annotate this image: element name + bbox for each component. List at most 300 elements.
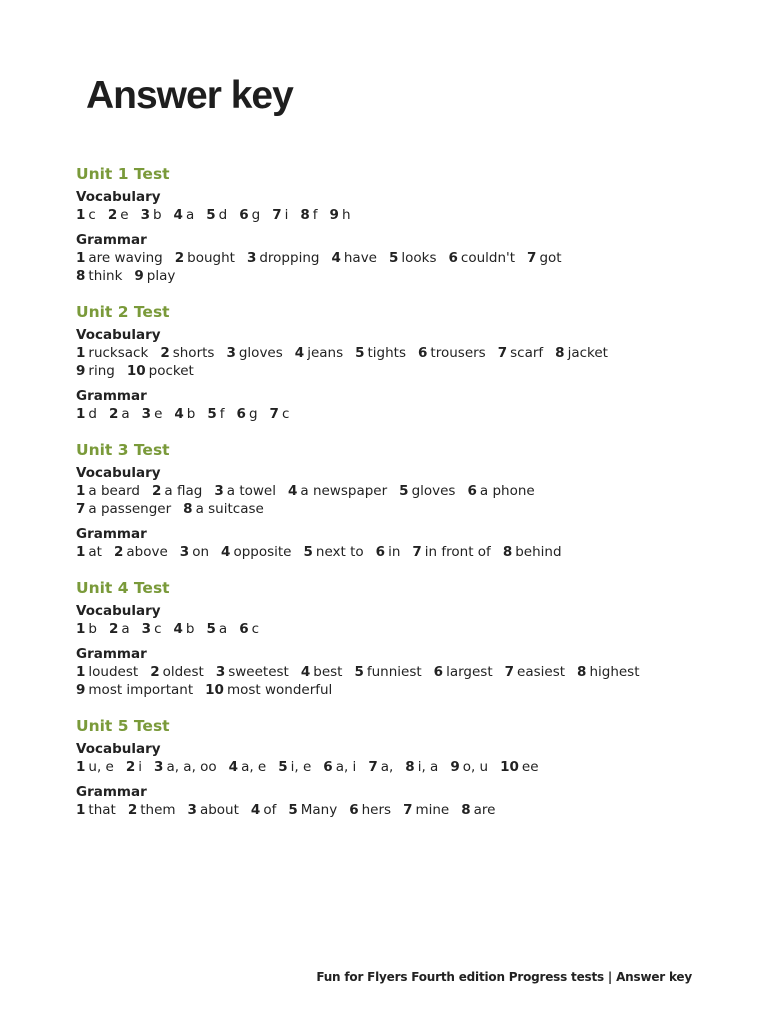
answer-item [295,345,343,361]
answer-text: e [154,406,163,422]
answer-number: 1 [76,664,86,680]
answer-item [239,621,259,637]
answer-block [76,387,736,423]
answer-number: 3 [215,664,226,680]
answer-item [368,759,393,775]
answer-text: c [154,621,162,637]
answer-number: 4 [228,759,239,775]
answer-number: 4 [250,802,261,818]
answer-text: opposite [233,544,292,560]
answer-block [76,464,736,518]
answer-text: gloves [411,483,456,499]
answer-item [76,664,138,680]
answer-item [134,268,175,284]
answer-number: 3 [154,759,164,775]
answer-number: 8 [577,664,587,680]
answer-number: 5 [399,483,409,499]
answer-text: funniest [366,664,422,680]
unit-title: Unit 4 Test [76,579,170,597]
answer-text: b [185,621,195,637]
answer-number: 3 [140,207,150,223]
answer-item [221,544,291,560]
answer-number: 2 [125,759,136,775]
answer-item [461,802,495,818]
answer-item [278,759,311,775]
answer-line [76,206,736,224]
answer-item [229,759,267,775]
answer-item [76,363,115,379]
answer-text: play [146,268,176,284]
answer-number: 2 [108,406,119,422]
answer-text: a [121,406,130,422]
answer-number: 1 [76,250,86,266]
answer-item [434,664,493,680]
answer-block [76,326,736,380]
answer-item [141,207,162,223]
answer-number: 1 [76,759,86,775]
answer-text: have [343,250,377,266]
answer-number: 10 [126,363,146,379]
answer-number: 4 [173,621,183,637]
answer-number: 3 [187,802,197,818]
answer-text: easiest [517,664,566,680]
answer-number: 7 [497,345,508,361]
answer-item [154,759,217,775]
answer-item [503,544,562,560]
answer-text: ee [521,759,539,775]
answer-text: above [126,544,168,560]
answer-number: 10 [205,682,224,698]
answer-block [76,188,736,224]
answer-item [175,250,235,266]
answer-text: i [284,207,289,223]
answer-text: a phone [479,483,535,499]
answer-item [505,664,565,680]
answer-number: 2 [108,621,119,637]
answer-item [174,207,195,223]
answer-number: 5 [206,207,216,223]
answer-text: a, i [335,759,357,775]
answer-item [76,682,193,698]
section-heading: Vocabulary [76,465,161,481]
answer-text: tights [367,345,407,361]
answer-number: 4 [294,345,305,361]
answer-text: c [281,406,290,422]
answer-line [76,543,736,561]
answer-line [76,249,736,267]
answer-text: a beard [88,483,141,499]
answer-item [206,207,227,223]
answer-number: 7 [269,406,279,422]
answer-text: d [88,406,97,422]
section-heading: Grammar [76,388,147,404]
answer-item [303,544,363,560]
answer-text: a [218,621,228,637]
answer-text: oldest [162,664,204,680]
answer-item [128,802,176,818]
answer-item [498,345,543,361]
answer-text: i [138,759,143,775]
answer-item [183,501,264,517]
answer-text: of [263,802,277,818]
answer-block [76,740,736,776]
answer-number: 1 [76,621,86,637]
answer-text: Many [300,802,338,818]
answer-number: 5 [278,759,288,775]
answer-line [76,758,736,776]
answer-text: are [473,802,496,818]
answer-item [109,621,130,637]
answer-block [76,602,736,638]
answer-number: 2 [127,802,138,818]
answer-number: 7 [403,802,413,818]
answer-number: 3 [246,250,257,266]
answer-text: bought [187,250,235,266]
answer-block [76,525,736,561]
answer-number: 5 [206,621,216,637]
answer-item [188,802,239,818]
answer-item [288,802,337,818]
answer-number: 8 [183,501,193,517]
answer-text: a newspaper [300,483,388,499]
unit-section [76,441,736,561]
answer-item [237,406,258,422]
answer-number: 5 [207,406,217,422]
answer-line [76,620,736,638]
answer-text: got [539,250,562,266]
answer-item [449,250,516,266]
answer-text: a [121,621,130,637]
answer-text: u, e [88,759,114,775]
answer-text: pocket [148,363,194,379]
section-heading: Grammar [76,646,147,662]
answer-line [76,267,736,285]
answer-text: a passenger [88,501,172,517]
answer-number: 8 [555,345,565,361]
answer-item [142,406,163,422]
answer-item [174,621,195,637]
answer-text: most important [88,682,194,698]
answer-text: a suitcase [195,501,264,517]
answer-number: 5 [354,664,364,680]
answer-line [76,681,736,699]
answer-text: think [88,268,123,284]
answer-text: a, e [241,759,267,775]
answer-text: looks [401,250,437,266]
unit-title: Unit 2 Test [76,303,170,321]
answer-text: about [199,802,239,818]
answer-number: 5 [355,345,365,361]
answer-text: a, [380,759,394,775]
answer-text: next to [315,544,364,560]
answer-text: behind [515,544,562,560]
answer-number: 8 [405,759,415,775]
answer-number: 6 [236,406,246,422]
section-heading: Grammar [76,232,147,248]
answer-text: d [218,207,228,223]
answer-number: 6 [467,483,477,499]
answer-text: at [88,544,102,560]
answer-text: e [120,207,129,223]
answer-line [76,362,736,380]
answer-item [418,345,486,361]
answer-text: most wonderful [226,682,333,698]
answer-item [251,802,276,818]
answer-number: 9 [76,363,86,379]
answer-block [76,231,736,285]
answer-text: loudest [88,664,139,680]
answer-key-content [76,165,736,837]
answer-text: shorts [172,345,215,361]
answer-text: scarf [510,345,544,361]
answer-text: i, e [290,759,312,775]
answer-number: 5 [303,544,313,560]
answer-number: 10 [500,759,519,775]
answer-text: them [140,802,176,818]
answer-number: 1 [76,345,86,361]
answer-text: mine [415,802,450,818]
answer-item [76,268,122,284]
answer-number: 7 [412,544,422,560]
answer-item [323,759,356,775]
answer-text: g [251,207,261,223]
answer-text: in front of [424,544,491,560]
unit-section [76,717,736,819]
answer-item [331,250,377,266]
answer-number: 6 [433,664,444,680]
section-heading: Grammar [76,526,147,542]
answer-text: b [152,207,162,223]
answer-item [174,406,195,422]
unit-section [76,165,736,285]
answer-item [180,544,209,560]
answer-text: jacket [567,345,608,361]
answer-item [577,664,639,680]
answer-number: 9 [76,682,86,698]
answer-item [76,501,171,517]
answer-text: f [219,406,225,422]
answer-text: b [186,406,196,422]
answer-block [76,783,736,819]
answer-text: a towel [226,483,276,499]
answer-item [76,483,140,499]
answer-text: trousers [430,345,486,361]
answer-line [76,405,736,423]
answer-line [76,663,736,681]
answer-item [405,759,438,775]
answer-item [399,483,455,499]
section-heading: Vocabulary [76,189,161,205]
answer-line [76,801,736,819]
section-heading: Grammar [76,784,147,800]
answer-item [76,802,116,818]
unit-title: Unit 1 Test [76,165,170,183]
answer-item [76,207,96,223]
answer-number: 1 [76,207,86,223]
answer-item [142,621,162,637]
answer-item [108,207,129,223]
answer-number: 1 [76,406,86,422]
answer-text: c [251,621,260,637]
answer-number: 1 [76,483,86,499]
answer-number: 3 [179,544,190,560]
answer-item [76,406,97,422]
unit-title: Unit 3 Test [76,441,170,459]
answer-number: 1 [76,544,86,560]
section-heading: Vocabulary [76,327,161,343]
answer-text: f [312,207,318,223]
answer-number: 3 [141,406,152,422]
answer-number: 5 [288,802,298,818]
answer-number: 8 [76,268,86,284]
answer-number: 3 [214,483,224,499]
answer-item [214,483,276,499]
answer-number: 4 [174,406,184,422]
answer-item [205,682,332,698]
answer-item [403,802,449,818]
answer-item [349,802,391,818]
answer-item [126,759,142,775]
answer-number: 6 [323,759,333,775]
answer-number: 8 [300,207,310,223]
answer-item [76,544,102,560]
answer-line [76,344,736,362]
answer-item [76,759,114,775]
unit-section [76,303,736,423]
answer-item [226,345,282,361]
answer-item [412,544,490,560]
answer-number: 6 [239,621,249,637]
answer-item [109,406,130,422]
answer-text: gloves [238,345,283,361]
answer-number: 7 [527,250,537,266]
answer-text: i, a [417,759,439,775]
answer-item [114,544,168,560]
answer-number: 6 [448,250,458,266]
answer-number: 4 [331,250,341,266]
answer-item [376,544,401,560]
answer-number: 2 [160,345,170,361]
answer-number: 9 [450,759,460,775]
answer-item [354,664,421,680]
answer-item [330,207,351,223]
answer-text: a, a, oo [166,759,217,775]
answer-text: a flag [164,483,203,499]
answer-item [247,250,320,266]
answer-number: 3 [141,621,152,637]
answer-number: 7 [368,759,378,775]
answer-item [555,345,608,361]
answer-item [450,759,488,775]
answer-number: 2 [152,483,162,499]
section-heading: Vocabulary [76,603,161,619]
answer-text: couldn't [460,250,516,266]
answer-number: 7 [272,207,282,223]
answer-number: 9 [134,268,144,284]
answer-number: 4 [300,664,311,680]
answer-number: 6 [349,802,359,818]
answer-number: 6 [375,544,386,560]
answer-item [270,406,290,422]
answer-item [207,406,224,422]
answer-text: on [192,544,210,560]
answer-number: 6 [239,207,249,223]
answer-text: rucksack [88,345,149,361]
answer-item [76,621,97,637]
answer-text: highest [589,664,640,680]
answer-text: hers [361,802,392,818]
unit-title: Unit 5 Test [76,717,170,735]
answer-text: b [88,621,97,637]
answer-number: 3 [226,345,236,361]
answer-text: sweetest [228,664,289,680]
answer-item [389,250,437,266]
answer-number: 2 [113,544,124,560]
answer-item [127,363,194,379]
answer-item [301,664,343,680]
answer-item [207,621,228,637]
answer-item [300,207,317,223]
answer-number: 4 [173,207,183,223]
answer-item [467,483,534,499]
answer-number: 7 [504,664,515,680]
page-footer: Fun for Flyers Fourth edition Progress tests | Answer key [316,970,692,984]
section-heading: Vocabulary [76,741,161,757]
answer-text: c [88,207,96,223]
answer-text: best [313,664,343,680]
answer-text: dropping [259,250,320,266]
answer-item [160,345,214,361]
answer-item [76,250,163,266]
answer-number: 6 [418,345,428,361]
answer-item [527,250,562,266]
answer-item [76,345,148,361]
answer-number: 4 [221,544,231,560]
answer-line [76,500,736,518]
answer-text: ring [88,363,115,379]
answer-number: 8 [502,544,513,560]
answer-text: h [341,207,351,223]
answer-text: a [185,207,195,223]
answer-number: 1 [76,802,86,818]
answer-number: 2 [174,250,185,266]
answer-item [216,664,289,680]
answer-number: 4 [287,483,298,499]
answer-item [239,207,260,223]
answer-number: 9 [329,207,339,223]
answer-number: 5 [388,250,399,266]
answer-text: in [388,544,401,560]
answer-number: 7 [76,501,86,517]
answer-block [76,645,736,699]
answer-text: that [88,802,116,818]
answer-item [272,207,288,223]
answer-text: g [248,406,258,422]
answer-number: 8 [461,802,471,818]
answer-item [150,664,204,680]
answer-text: o, u [462,759,489,775]
answer-item [288,483,387,499]
page-title: Answer key [86,74,293,117]
answer-item [355,345,406,361]
answer-text: jeans [307,345,344,361]
answer-number: 2 [107,207,118,223]
answer-text: largest [446,664,493,680]
answer-text: are waving [88,250,163,266]
answer-item [152,483,202,499]
unit-section [76,579,736,699]
answer-item [500,759,538,775]
